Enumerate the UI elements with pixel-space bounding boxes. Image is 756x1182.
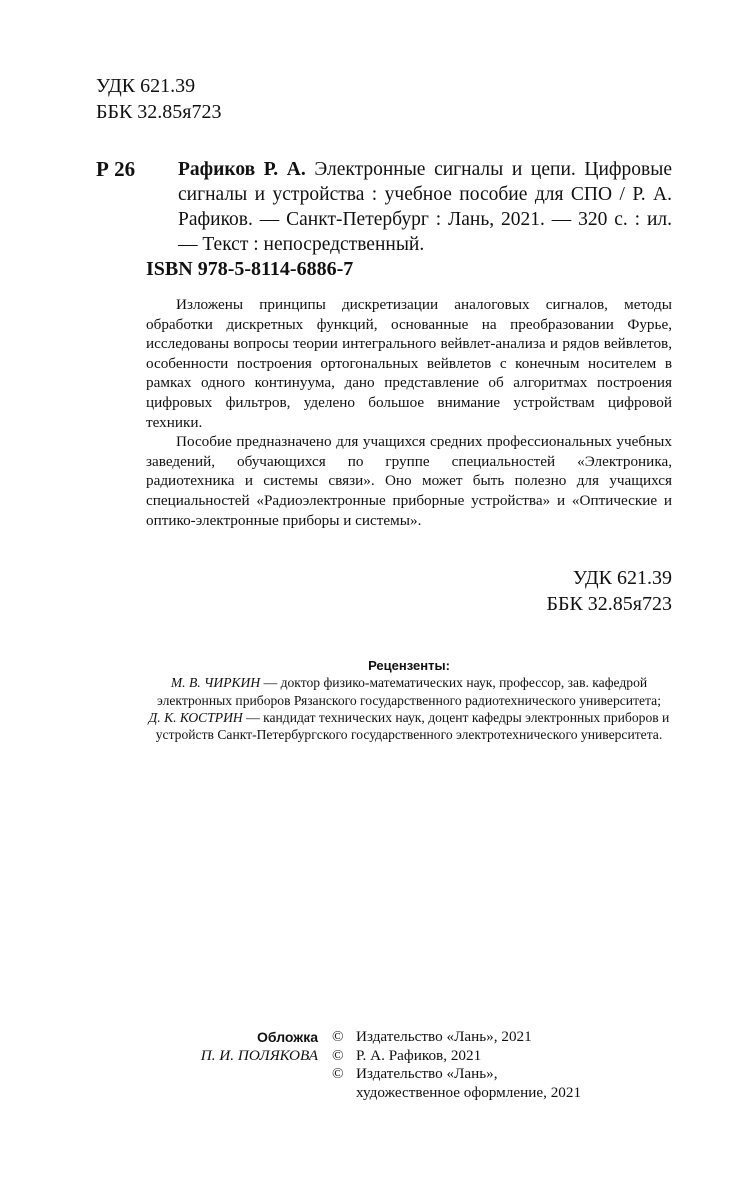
reviewer-name: Д. К. КОСТРИН	[148, 709, 243, 725]
udk-code: УДК 621.39	[96, 75, 196, 97]
bbk-code: ББК 32.85я723	[546, 593, 672, 615]
bibliographic-record	[178, 157, 672, 257]
copyright-line	[332, 1065, 662, 1102]
copyright-text-line: художественное оформление, 2021	[356, 1083, 582, 1101]
copyright-text-line: Издательство «Лань»,	[356, 1065, 498, 1082]
author-mark: Р 26	[96, 157, 136, 181]
isbn: ISBN 978-5-8114-6886-7	[146, 258, 354, 280]
copyright-icon: ©	[332, 1046, 344, 1064]
bbk-code: ББК 32.85я723	[96, 101, 222, 123]
abstract	[146, 295, 672, 530]
cover-credit	[146, 1028, 318, 1065]
record-text: Электронные сигналы и цепи. Цифровые сигналы и устройства : учебное пособие для СПО / Р. А. Рафиков. — Санкт-Петербург : Лань, 2021. — 320 с. : ил. — Текст : непосредственный.	[178, 159, 673, 255]
copyright-text	[356, 1065, 581, 1102]
cover-artist: П. И. ПОЛЯКОВА	[200, 1046, 318, 1064]
copyright-text: Издательство «Лань», 2021	[356, 1028, 532, 1045]
reviewer-entry	[146, 709, 672, 744]
copyright-icon: ©	[332, 1065, 344, 1082]
reviewer-entry	[146, 674, 672, 709]
abstract-paragraph: Пособие предназначено для учащихся средних профессиональных учебных заведений, обучающихся по группе специальностей «Электроника, радиотехника и системы связи». Оно может быть полезно для учащихся специальностей «Радиоэлектронные приборные устройства» и «Оптические и оптико-электронные приборы и системы».	[146, 433, 672, 529]
copyright-line	[332, 1047, 662, 1066]
udk-block-right	[450, 565, 672, 617]
abstract-paragraph: Изложены принципы дискретизации аналоговых сигналов, методы обработки дискретных функций, основанные на преобразовании Фурье, исследованы вопросы теории интегрального вейвлет-анализа и рядов вейвлетов, особенности построения ортогональных вейвлетов с конечным носителем в рамках одного континуума, дано представление об алгоритмах построения цифровых фильтров, уделено большое внимание устройствам цифровой техники.	[146, 296, 672, 431]
copyright-block	[332, 1028, 662, 1102]
udk-code: УДК 621.39	[572, 567, 672, 589]
copyright-text: Р. А. Рафиков, 2021	[356, 1046, 482, 1064]
copyright-line	[332, 1028, 662, 1047]
reviewer-name: М. В. ЧИРКИН	[170, 675, 261, 691]
reviewers-title: Рецензенты:	[368, 658, 450, 673]
reviewers	[146, 657, 672, 743]
copyright-icon: ©	[332, 1028, 344, 1045]
reviewer-description: — кандидат технических наук, доцент кафедры электронных приборов и устройств Санкт-Петербургского государственного электротехнического университета.	[155, 709, 670, 743]
udk-block-top	[96, 73, 222, 125]
reviewer-description: — доктор физико-математических наук, профессор, зав. кафедрой электронных приборов Рязанского государственного радиотехнического университета;	[157, 675, 661, 708]
author-name: Рафиков Р. А.	[178, 159, 306, 180]
cover-label: Обложка	[257, 1029, 318, 1045]
